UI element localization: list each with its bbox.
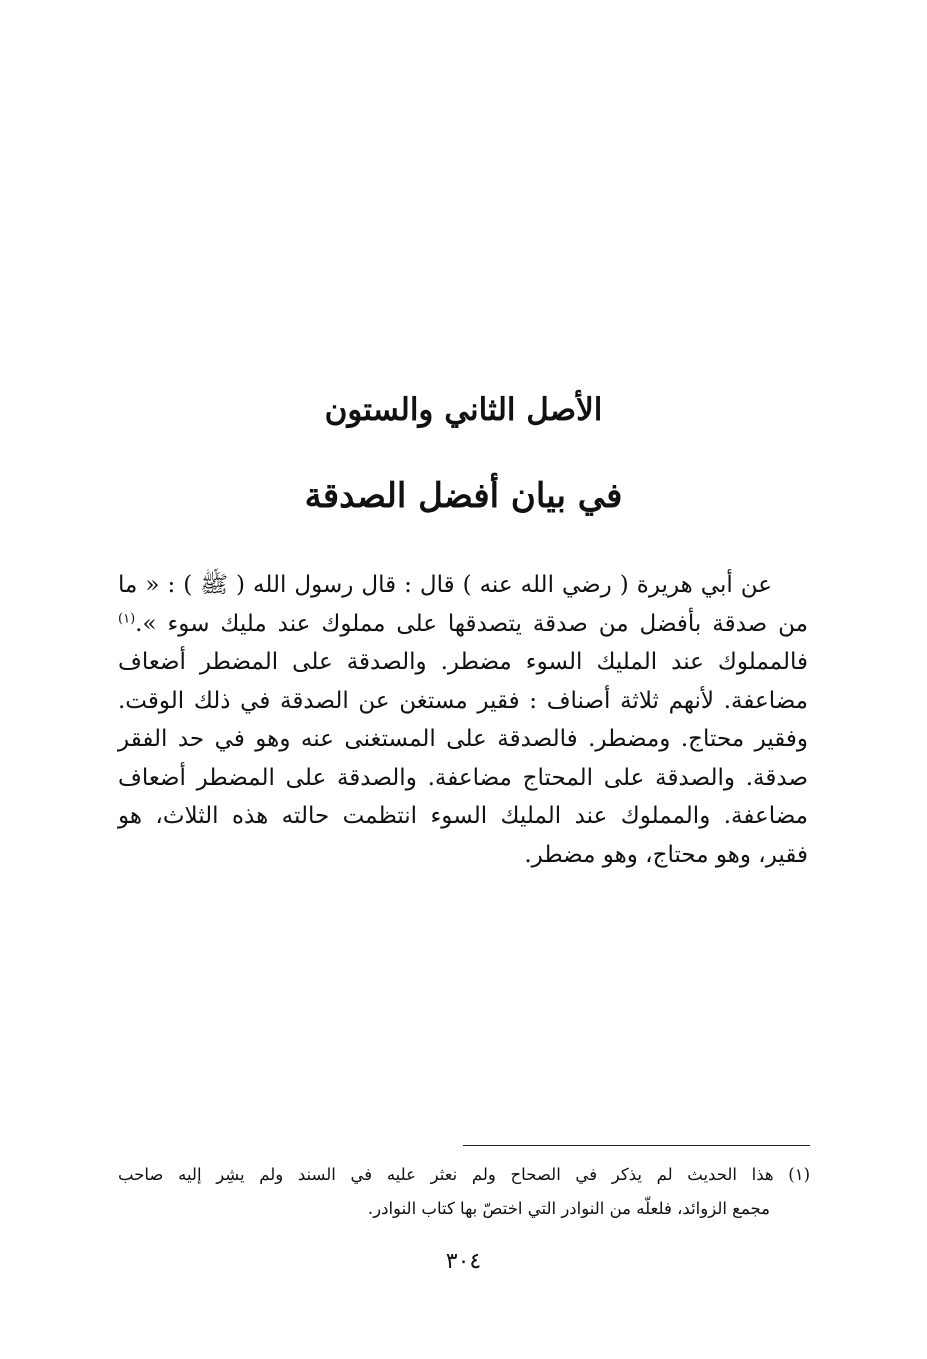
body-line-1: عن أبي هريرة ( رضي الله عنه ) قال : قال رسول الله ( ﷺ ) : « ما (118, 572, 772, 598)
body-line-5: وفقير محتاج. ومضطر. فالصدقة على المستغنى عنه وهو في حد الفقر (118, 726, 808, 752)
body-line-2 (118, 605, 808, 644)
body-line-2-text: من صدقة بأفضل من صدقة يتصدقها على مملوك عند مليك سوء ». (135, 610, 808, 637)
body-line-6: صدقة. والصدقة على المحتاج مضاعفة. والصدقة على المضطر أضعاف (118, 764, 808, 791)
footnote-line-2: مجمع الزوائد، فلعلّه من النوادر التي اختصّ بها كتاب النوادر. (367, 1199, 770, 1218)
body-line-8: فقير، وهو محتاج، وهو مضطر. (524, 841, 808, 868)
chapter-title: الأصل الثاني والستون (324, 392, 603, 428)
footnote-divider (463, 1145, 810, 1146)
footnote-line-1: (١) هذا الحديث لم يذكر في الصحاح ولم نعثر عليه في السند ولم يشِر إليه صاحب (118, 1165, 810, 1184)
body-line-7: مضاعفة. والمملوك عند المليك السوء انتظمت حالته هذه الثلاث، هو (118, 803, 808, 829)
chapter-subtitle: في بيان أفضل الصدقة (304, 476, 623, 516)
page-number: ٣٠٤ (445, 1249, 482, 1274)
body-line-4: مضاعفة. لأنهم ثلاثة أصناف : فقير مستغن عن الصدقة في ذلك الوقت. (118, 687, 808, 714)
body-paragraph (118, 566, 808, 874)
body-line-3: فالمملوك عند المليك السوء مضطر. والصدقة على المضطر أضعاف (118, 649, 808, 675)
footnote (118, 1158, 810, 1226)
footnote-reference: (١) (118, 610, 136, 626)
